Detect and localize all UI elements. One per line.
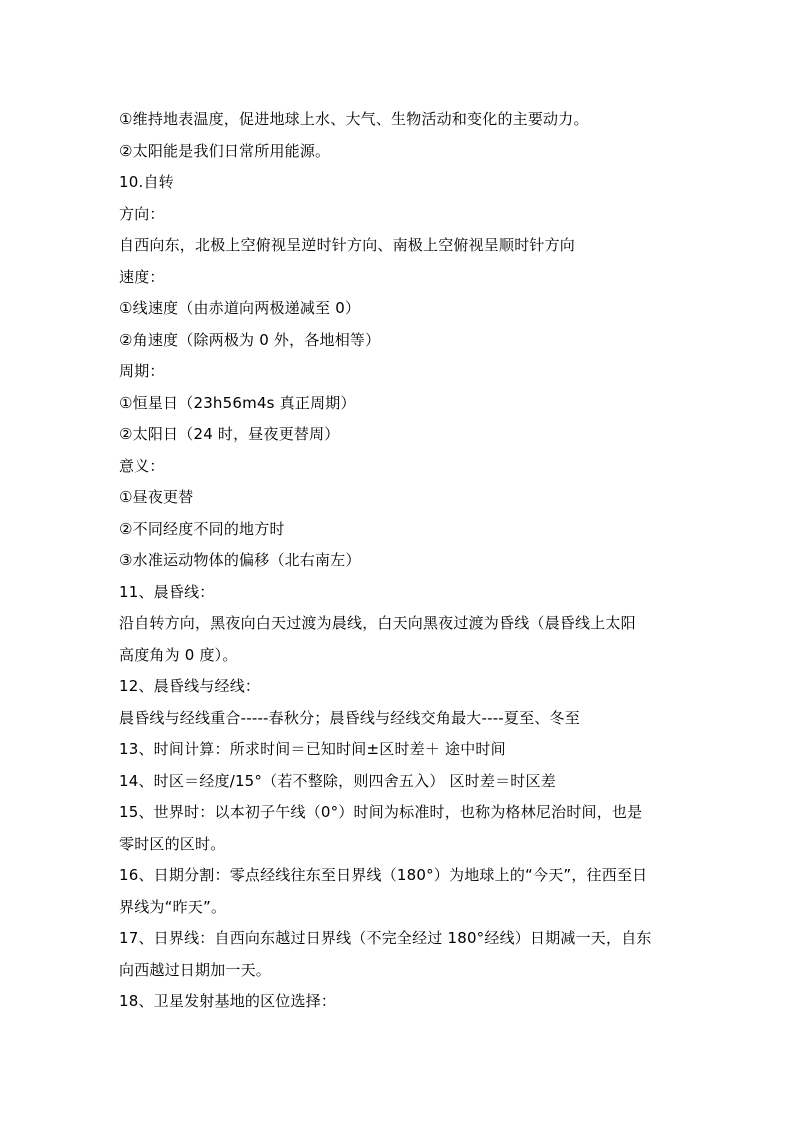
text-line-terminator-1: 沿自转方向，黑夜向白天过渡为晨线，白天向黑夜过渡为昏线（晨昏线上太阳 [119, 614, 636, 632]
section-heading-date-division-1: 16、日期分割：零点经线往东至日界线（180°）为地球上的“今天”，往西至日 [119, 866, 648, 884]
subheading-significance: 意义： [119, 456, 165, 475]
section-heading-time-zone: 14、时区＝经度/15°（若不整除，则四舍五入） 区时差＝时区差 [119, 771, 556, 790]
text-line-direction: 自西向东，北极上空俯视呈逆时针方向、南极上空俯视呈顺时针方向 [119, 236, 576, 254]
section-heading-terminator-meridian: 12、晨昏线与经线： [119, 677, 261, 695]
text-line-day-night: ①昼夜更替 [119, 488, 194, 506]
text-line-deflection: ③水准运动物体的偏移（北右南左） [119, 551, 361, 569]
subheading-direction: 方向： [119, 204, 165, 223]
text-line-solar-day: ②太阳日（24 时，昼夜更替周） [119, 425, 340, 443]
document-page [119, 104, 679, 1018]
text-line-local-time: ②不同经度不同的地方时 [119, 519, 285, 538]
section-heading-rotation: 10.自转 [119, 173, 174, 191]
text-line-2: ②太阳能是我们日常所用能源。 [119, 141, 331, 160]
text-line-sidereal-day: ①恒星日（23h56m4s 真正周期） [119, 393, 356, 412]
section-heading-launch-base: 18、卫星发射基地的区位选择： [119, 992, 337, 1010]
section-heading-world-time-1: 15、世界时：以本初子午线（0°）时间为标准时，也称为格林尼治时间，也是 [119, 803, 643, 821]
subheading-period: 周期： [119, 362, 165, 380]
text-line-world-time-2: 零时区的区时。 [119, 834, 226, 853]
section-heading-terminator: 11、晨昏线： [119, 582, 215, 601]
section-heading-date-line-1: 17、日界线：自西向东越过日界线（不完全经过 180°经线）日期减一天，自东 [119, 929, 652, 947]
text-line-1: ①维持地表温度，促进地球上水、大气、生物活动和变化的主要动力。 [119, 110, 589, 128]
subheading-speed: 速度： [119, 267, 165, 286]
text-line-linear-speed: ①线速度（由赤道向两极递减至 0） [119, 299, 361, 317]
text-line-angular-speed: ②角速度（除两极为 0 外，各地相等） [119, 330, 381, 349]
text-line-terminator-2: 高度角为 0 度）。 [119, 645, 238, 664]
section-heading-time-calculation: 13、时间计算：所求时间＝已知时间±区时差＋ 途中时间 [119, 740, 506, 758]
text-line-terminator-meridian: 晨昏线与经线重合-----春秋分；晨昏线与经线交角最大----夏至、冬至 [119, 708, 580, 727]
text-line-date-division-2: 界线为“昨天”。 [119, 897, 227, 916]
text-line-date-line-2: 向西越过日期加一天。 [119, 960, 272, 979]
